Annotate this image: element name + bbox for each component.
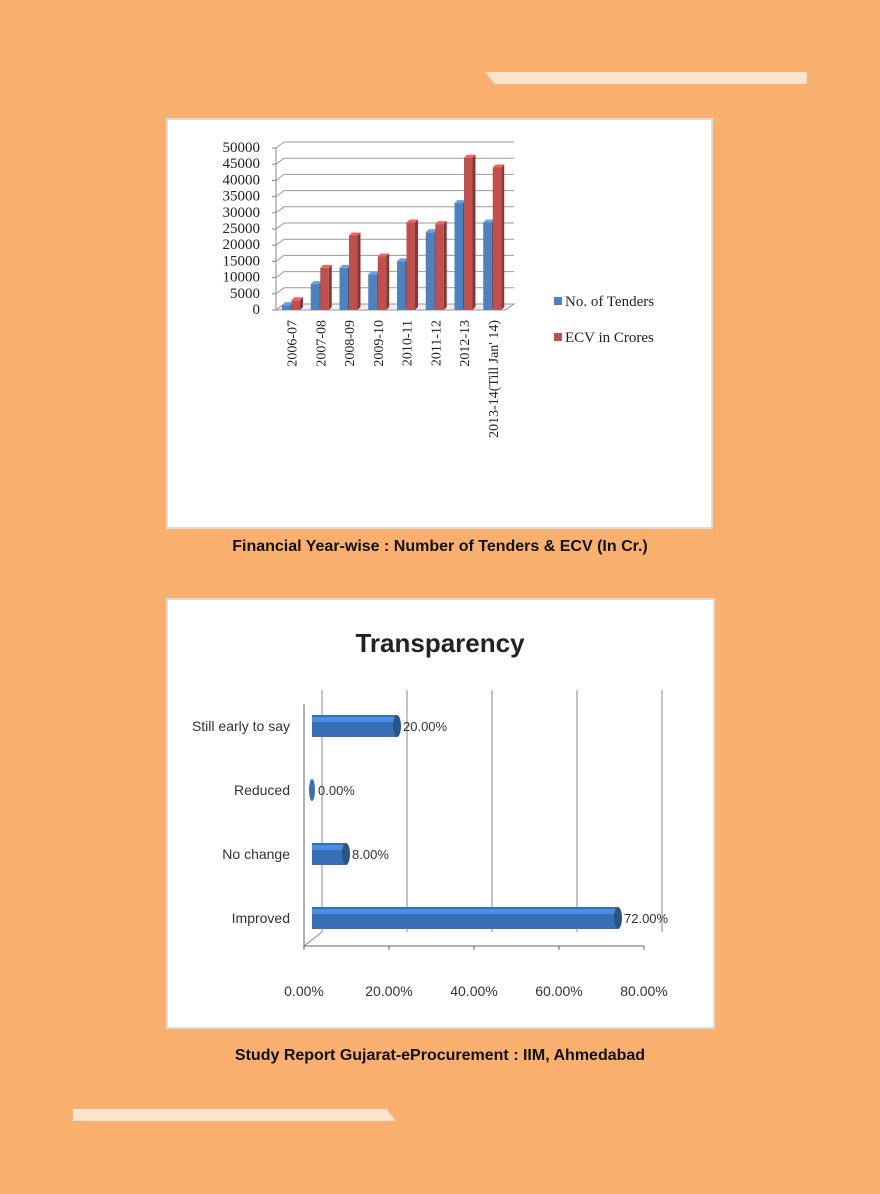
transparency-chart-panel (166, 598, 715, 1029)
y-tick-label: 45000 (222, 156, 260, 173)
chart-title: Transparency (355, 628, 525, 658)
ecv-bar (493, 167, 502, 310)
gridline (276, 142, 514, 148)
gridline (276, 191, 514, 197)
bar-side (386, 254, 389, 310)
legend-swatch-ecv (554, 333, 562, 341)
gridline (276, 223, 514, 229)
y-tick-label: 10000 (222, 269, 260, 286)
x-tick-label: 40.00% (450, 983, 498, 999)
x-tick-label: 20.00% (365, 983, 413, 999)
bar-side (473, 155, 476, 310)
tenders-ecv-chart (168, 120, 711, 527)
value-label: 20.00% (403, 719, 448, 734)
tenders-bar (311, 284, 320, 310)
tenders-bar (340, 268, 349, 310)
gridline (276, 239, 514, 245)
x-category-label: 2011-12 (429, 320, 445, 367)
x-category-label: 2008-09 (343, 320, 358, 367)
y-tick-label: 40000 (222, 172, 260, 189)
y-tick-label: 50000 (222, 140, 260, 156)
x-tick-label: 60.00% (535, 983, 583, 999)
x-category-label: 2012-13 (458, 320, 473, 367)
bar-side (501, 164, 504, 310)
tenders-bar (426, 232, 435, 310)
x-category-label: 2013-14(Till Jan' 14) (486, 320, 502, 438)
bar-side (444, 221, 447, 310)
y-category-label: Still early to say (191, 718, 290, 734)
y-category-label: Improved (231, 910, 290, 926)
tenders-bar (368, 274, 377, 310)
bar-side (358, 232, 361, 310)
gridline (276, 255, 514, 261)
bar-highlight (312, 717, 397, 722)
ecv-bar (407, 223, 416, 310)
y-category-label: No change (222, 846, 290, 862)
bar-highlight (312, 909, 618, 914)
x-category-label: 2010-11 (400, 320, 416, 367)
transparency-bar (309, 779, 315, 801)
tenders-bar (483, 223, 492, 310)
value-label: 72.00% (624, 911, 669, 926)
tenders-bar (397, 261, 406, 310)
x-tick-label: 0.00% (284, 983, 324, 999)
chart2-caption: Study Report Gujarat-eProcurement : IIM, Ahmedabad (234, 1047, 646, 1064)
bar-end-cap (342, 843, 350, 865)
y-tick-label: 35000 (222, 188, 260, 205)
ecv-bar (292, 300, 301, 310)
decorative-stripe-bottom (73, 1109, 396, 1121)
chart1-caption: Financial Year-wise : Number of Tenders & ECV (In Cr.) (232, 538, 648, 555)
gridline (276, 174, 514, 180)
bar-side (329, 265, 332, 310)
x-category-label: 2007-08 (314, 320, 330, 367)
value-label: 8.00% (352, 847, 389, 862)
y-tick-label: 20000 (222, 237, 260, 254)
gridline (276, 272, 514, 278)
x-tick-label: 80.00% (620, 983, 668, 999)
legend-swatch-tenders (554, 297, 562, 305)
y-category-label: Reduced (233, 782, 290, 798)
transparency-chart (168, 600, 713, 1027)
ecv-bar (435, 224, 444, 310)
y-tick-label: 30000 (222, 204, 260, 221)
bar-side (415, 220, 418, 310)
gridline (276, 207, 514, 213)
bar-highlight (312, 845, 346, 850)
legend-label-ecv: ECV in Crores (565, 330, 654, 346)
bar-end-cap (614, 907, 622, 929)
gridline (276, 158, 514, 164)
floor-edge (304, 932, 322, 946)
bar-end-cap (393, 715, 401, 737)
y-tick-label: 25000 (222, 221, 260, 237)
legend-label-tenders: No. of Tenders (565, 294, 655, 310)
tenders-bar (282, 305, 291, 310)
y-tick-label: 15000 (222, 253, 260, 270)
ecv-bar (378, 257, 387, 310)
tenders-bar (455, 203, 464, 310)
ecv-bar (320, 268, 329, 310)
x-category-label: 2006-07 (285, 320, 301, 367)
x-category-label: 2009-10 (371, 320, 387, 367)
ecv-bar (464, 158, 473, 310)
ecv-bar (349, 235, 358, 310)
y-tick-label: 5000 (230, 285, 260, 302)
value-label: 0.00% (318, 783, 355, 798)
tenders-ecv-chart-panel (166, 118, 713, 529)
y-tick-label: 0 (252, 302, 260, 318)
decorative-stripe-top (485, 72, 807, 84)
